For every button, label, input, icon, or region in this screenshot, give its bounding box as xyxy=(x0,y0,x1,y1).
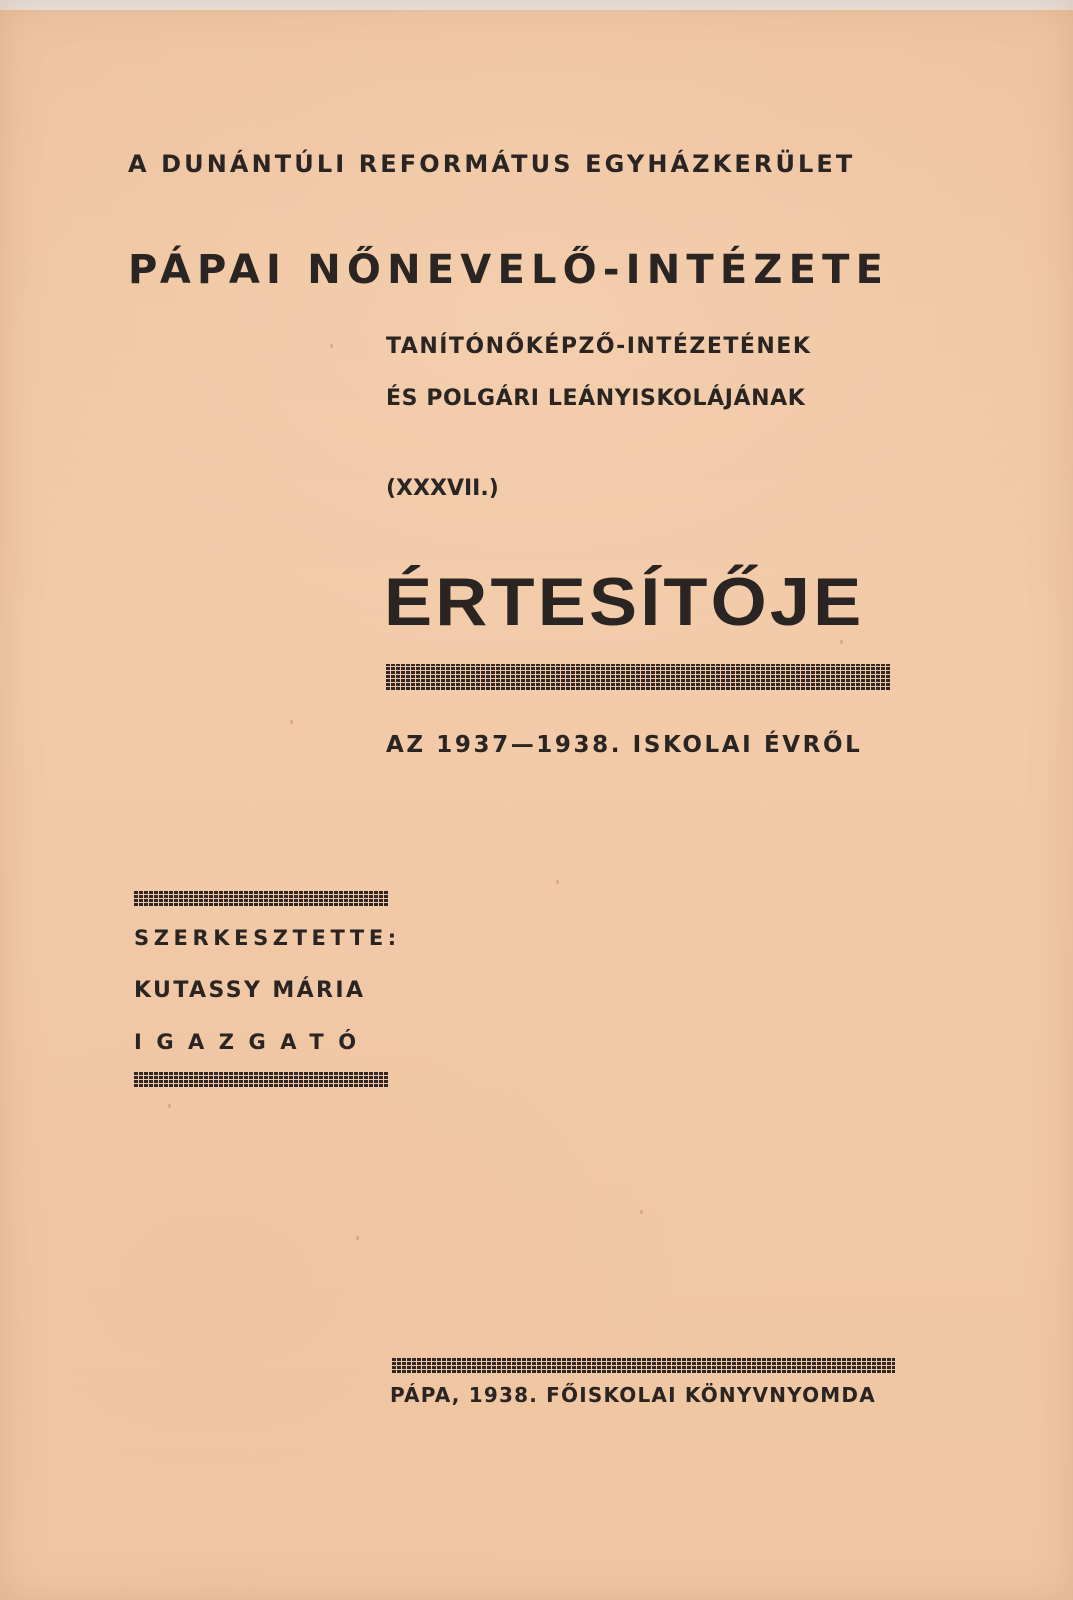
paper-speck xyxy=(290,720,293,724)
decorative-rule-title xyxy=(386,664,891,690)
school-line-1: TANÍTÓNŐKÉPZŐ-INTÉZETÉNEK xyxy=(386,334,812,359)
editor-label: SZERKESZTETTE: xyxy=(134,926,401,950)
scan-top-edge xyxy=(0,0,1073,10)
paper-speck xyxy=(330,344,333,348)
document-title: ÉRTESÍTŐJE xyxy=(384,564,865,640)
institution-heading: PÁPAI NŐNEVELŐ-INTÉZETE xyxy=(128,247,890,293)
paper-speck xyxy=(840,640,843,644)
editor-role: IGAZGATÓ xyxy=(134,1030,371,1054)
paper-speck xyxy=(356,1236,359,1240)
decorative-rule-editor-top xyxy=(134,890,388,906)
paper-speck xyxy=(640,1210,643,1214)
school-line-2: ÉS POLGÁRI LEÁNYISKOLÁJÁNAK xyxy=(386,386,806,411)
paper-speck xyxy=(168,1104,171,1108)
decorative-rule-imprint xyxy=(392,1357,895,1373)
volume-number: (XXXVII.) xyxy=(386,476,499,501)
paper-speck xyxy=(556,880,559,884)
editor-name: KUTASSY MÁRIA xyxy=(134,978,366,1003)
church-district-heading: A DUNÁNTÚLI REFORMÁTUS EGYHÁZKERÜLET xyxy=(128,150,856,178)
decorative-rule-editor-bottom xyxy=(134,1071,388,1087)
imprint: PÁPA, 1938. FŐISKOLAI KÖNYVNYOMDA xyxy=(390,1383,876,1407)
school-year: AZ 1937—1938. ISKOLAI ÉVRŐL xyxy=(386,732,863,758)
